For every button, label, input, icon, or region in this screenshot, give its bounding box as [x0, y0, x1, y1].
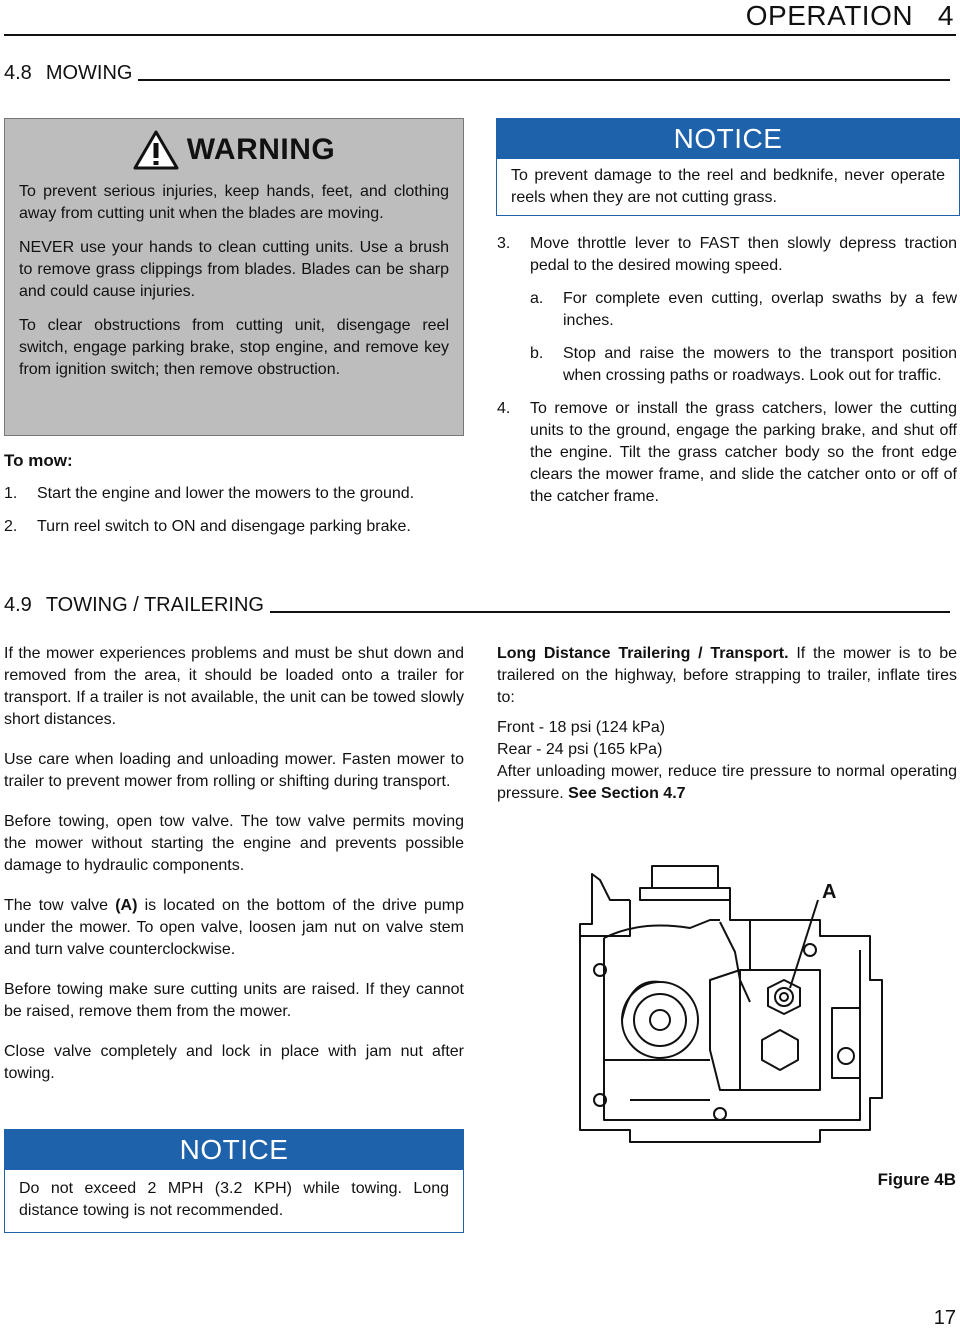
step-number: 1. [4, 485, 18, 502]
towing-left-column [4, 643, 464, 1085]
mowing-steps-left [4, 450, 464, 538]
notice-box-reel [496, 118, 960, 216]
warning-paragraph-2-rest: use your hands to clean cutting units. Use a brush to remove grass clippings from blades. Blades can be sharp and could cause injuries. [19, 239, 449, 300]
section-heading-towing [4, 594, 950, 617]
section-number: 4.9 [4, 594, 32, 616]
header-rule [4, 34, 956, 36]
long-distance-paragraph [497, 643, 957, 709]
list-item [497, 398, 957, 508]
warning-paragraph-2 [19, 237, 449, 303]
after-unloading-paragraph [497, 761, 957, 805]
valve-label-ref: (A) [115, 897, 138, 914]
warning-box [4, 118, 464, 436]
list-item [497, 343, 957, 387]
heading-rule [138, 79, 950, 81]
towing-right-column [497, 643, 957, 805]
step-text: Turn reel switch to ON and disengage parking brake. [37, 518, 411, 535]
long-distance-title: Long Distance Trailering / Transport. [497, 645, 789, 662]
p4-text-b: is located on the bottom of the drive pump under the mower. To open valve, loosen jam nut on valve stem and turn valve counterclockwise. [4, 897, 464, 958]
towing-paragraph-5: Before towing make sure cutting units are raised. If they cannot be raised, remove them from the mower. [4, 981, 464, 1020]
list-item [497, 288, 957, 332]
step-number: 2. [4, 518, 18, 535]
heading-rule [270, 611, 950, 613]
step-text: Move throttle lever to FAST then slowly depress traction pedal to the desired mowing speed. [530, 235, 957, 274]
step-text: Start the engine and lower the mowers to the ground. [37, 485, 415, 502]
warning-triangle-icon [133, 130, 179, 170]
see-section-link[interactable]: See Section 4.7 [568, 785, 686, 802]
section-number: 4.8 [4, 62, 32, 84]
front-pressure: Front - 18 psi (124 kPa) [497, 719, 666, 736]
after-unloading-text: After unloading mower, reduce tire pressure to normal operating pressure. [497, 763, 957, 802]
section-title: MOWING [45, 62, 133, 84]
p4-text-a: The tow valve [4, 897, 116, 914]
notice-box-towing [4, 1129, 464, 1233]
warning-title [19, 119, 449, 181]
notice-title: NOTICE [5, 1130, 463, 1170]
figure-4b-pump-drawing [570, 860, 890, 1150]
notice-text: Do not exceed 2 MPH (3.2 KPH) while towing. Long distance towing is not recommended. [19, 1180, 449, 1219]
section-title: TOWING / TRAILERING [45, 594, 264, 616]
step-number: 3. [497, 235, 511, 252]
notice-text: To prevent damage to the reel and bedknife, never operate reels when they are not cutting grass. [511, 167, 945, 206]
towing-paragraph-2: Use care when loading and unloading mower. Fasten mower to trailer to prevent mower from rolling or shifting during transport. [4, 751, 464, 790]
step-number: 4. [497, 400, 511, 417]
substep-mark: a. [530, 290, 544, 307]
towing-paragraph-3: Before towing, open tow valve. The tow valve permits moving the mower without starting the engine and prevents possible damage to hydraulic components. [4, 813, 464, 874]
towing-paragraph-4 [4, 895, 464, 961]
figure-caption: Figure 4B [877, 1170, 956, 1189]
rear-pressure: Rear - 24 psi (165 kPa) [497, 741, 663, 758]
notice-title: NOTICE [497, 119, 959, 159]
substep-text: For complete even cutting, overlap swaths by a few inches. [563, 290, 957, 329]
list-item [497, 233, 957, 277]
page-header-title: OPERATION 4 [745, 0, 954, 31]
warning-title-text: WARNING [186, 133, 336, 166]
list-item [4, 516, 464, 538]
to-mow-label: To mow: [4, 451, 73, 470]
warning-paragraph-3: To clear obstructions from cutting unit, disengage reel switch, engage parking brake, stop engine, and remove key from ignition switch; then remove obstruction. [19, 317, 449, 378]
figure-label-a: A [822, 881, 837, 903]
long-distance-text: If the mower is to be trailered on the highway, before strapping to trailer, inflate tires to: [497, 645, 957, 706]
list-item [4, 483, 464, 505]
substep-text: Stop and raise the mowers to the transport position when crossing paths or roadways. Look out for traffic. [563, 345, 957, 384]
warning-never: NEVER [19, 239, 75, 256]
step-text: To remove or install the grass catchers, lower the cutting units to the ground, engage the parking brake, and shut off the engine. Tilt the grass catcher body so the front edge clears the mower frame, and slide the catcher onto or off of the catcher frame. [530, 400, 957, 505]
substep-mark: b. [530, 345, 544, 362]
drive-pump-illustration [570, 860, 890, 1150]
warning-paragraph-1: To prevent serious injuries, keep hands, feet, and clothing away from cutting unit when the blades are moving. [19, 183, 449, 222]
towing-paragraph-6: Close valve completely and lock in place with jam nut after towing. [4, 1043, 464, 1082]
page-number: 17 [933, 1307, 956, 1329]
towing-paragraph-1: If the mower experiences problems and must be shut down and removed from the area, it should be loaded onto a trailer for transport. If a trailer is not available, the unit can be towed slowly short distances. [4, 645, 464, 728]
mowing-steps-right [497, 233, 957, 508]
section-heading-mowing [4, 62, 950, 85]
